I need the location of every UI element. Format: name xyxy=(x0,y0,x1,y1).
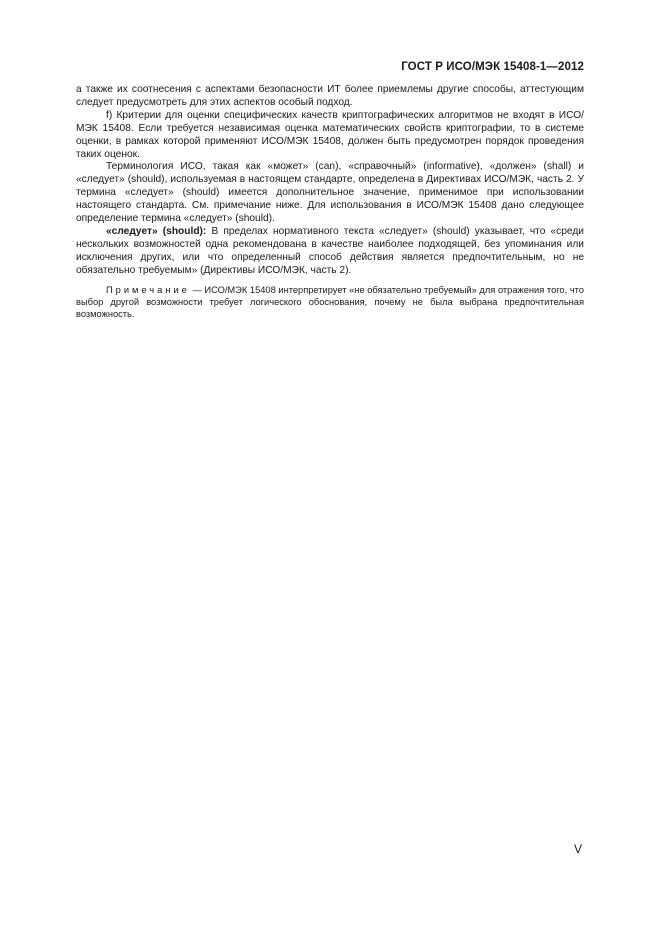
definition-term: «следует» (should): xyxy=(106,225,207,237)
paragraph-continuation: а также их соотнесения с аспектами безопасности ИТ более приемлемы другие способы, аттестующим следует предусмотреть для этих аспектов особый подход. xyxy=(76,84,584,108)
definition-text: В пределах нормативного текста «следует» (should) указывает, что «среди нескольких возможностей одна рекомендована в качестве наиболее подходящей, без упоминания или исключения других, или что определенный способ действия является предпочтительным, но не обязательно требуемым» (Директивы ИСО/МЭК, часть 2). xyxy=(76,225,584,276)
page-number: V xyxy=(574,842,583,856)
note-text: — ИСО/МЭК 15408 интерпретирует «не обязательно требуемый» для отражения того, что выбор другой возможности требует логического обоснования, почему не была выбрана предпочтительная возможность. xyxy=(76,284,584,319)
note-label: Примечание xyxy=(106,284,190,295)
document-body xyxy=(76,84,584,320)
paragraph-terminology: Терминология ИСО, такая как «может» (can), «справочный» (informative), «должен» (shall) и «следует» (should), используемая в настоящем стандарте, определена в Директивах ИСО/МЭК, часть 2. У термина «следует» (should) имеется дополнительное значение, применимое при использовании настоящего стандарта. См. примечание ниже. Для использования в ИСО/МЭК 15408 дано следующее определение термина «следует» (should). xyxy=(76,161,584,225)
note-paragraph xyxy=(76,284,584,321)
paragraph-item-f: f) Критерии для оценки специфических качеств криптографических алгоритмов не входят в ИСО/МЭК 15408. Если требуется независимая оценка математических свойств криптографии, то в системе оценки, в рамках которой применяют ИСО/МЭК 15408, должен быть предусмотрен порядок проведения таких оценок. xyxy=(76,109,584,160)
standard-header: ГОСТ Р ИСО/МЭК 15408-1—2012 xyxy=(401,61,584,73)
paragraph-definition xyxy=(76,226,584,278)
